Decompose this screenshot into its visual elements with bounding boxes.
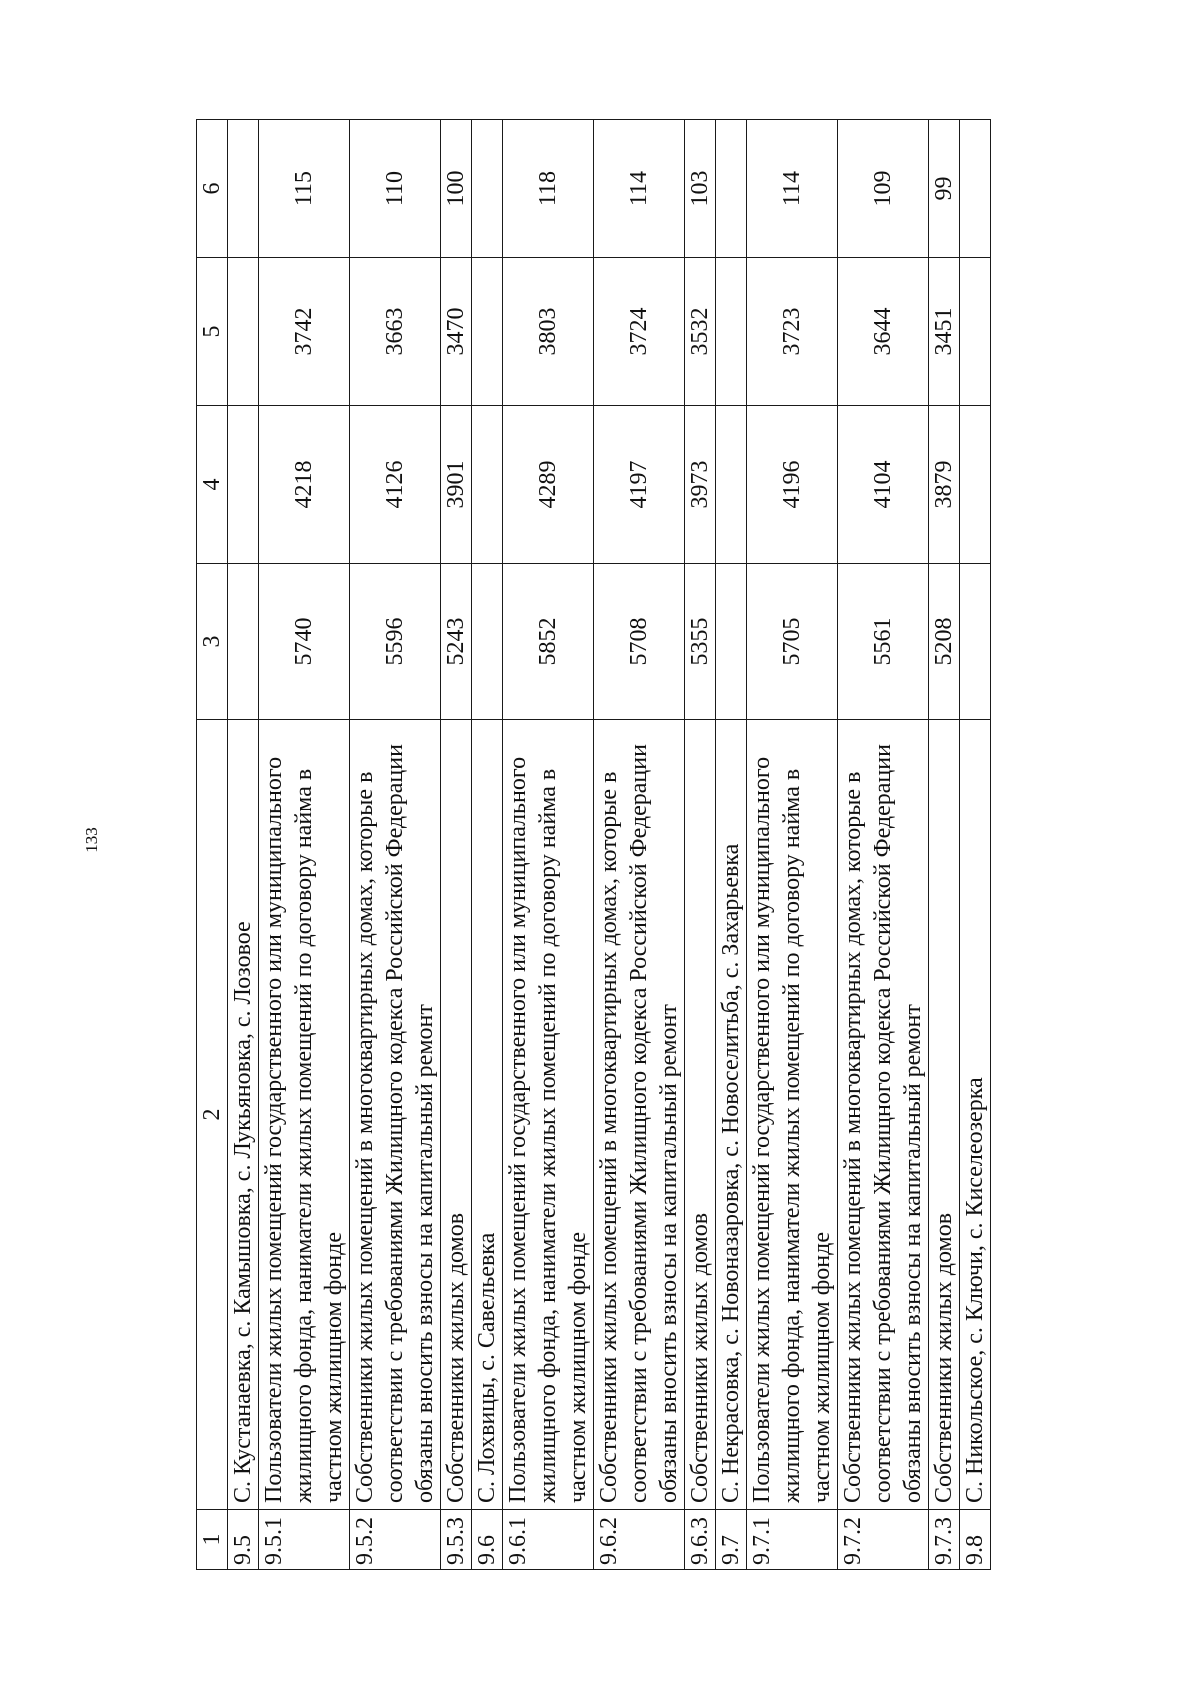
page-number: 133 <box>82 827 101 853</box>
row-code-cell: 9.5 <box>228 1510 259 1570</box>
value-cell-col5 <box>960 258 991 406</box>
value-cell-col3 <box>960 564 991 720</box>
value-cell-col4: 4196 <box>747 406 838 564</box>
value-cell-col3: 5596 <box>350 564 441 720</box>
value-cell-col6: 115 <box>259 120 350 258</box>
value-cell-col5: 3803 <box>503 258 594 406</box>
value-cell-col6: 109 <box>838 120 929 258</box>
value-cell-col6 <box>716 120 747 258</box>
header-cell: 1 <box>197 1510 228 1570</box>
header-cell: 5 <box>197 258 228 406</box>
value-cell-col5: 3663 <box>350 258 441 406</box>
table-row <box>228 120 259 1570</box>
value-cell-col5: 3724 <box>594 258 685 406</box>
value-cell-col6: 114 <box>594 120 685 258</box>
table-row <box>441 120 472 1570</box>
row-description-cell: С. Лохвицы, с. Савельевка <box>472 720 503 1510</box>
value-cell-col6 <box>472 120 503 258</box>
value-cell-col3: 5852 <box>503 564 594 720</box>
row-code-cell: 9.5.1 <box>259 1510 350 1570</box>
row-code-cell: 9.6 <box>472 1510 503 1570</box>
value-cell-col4: 4126 <box>350 406 441 564</box>
row-description-cell: Собственники жилых домов <box>929 720 960 1510</box>
value-cell-col3: 5561 <box>838 564 929 720</box>
row-code-cell: 9.6.2 <box>594 1510 685 1570</box>
row-description-cell: С. Никольское, с. Ключи, с. Киселеозерка <box>960 720 991 1510</box>
row-code-cell: 9.7.1 <box>747 1510 838 1570</box>
row-description-cell: Собственники жилых помещений в многоквартирных домах, которые в соответствии с требованиями Жилищного кодекса Российской Федерации обязаны вносить взносы на капитальный ремонт <box>350 720 441 1510</box>
value-cell-col6: 99 <box>929 120 960 258</box>
value-cell-col5: 3470 <box>441 258 472 406</box>
value-cell-col3: 5208 <box>929 564 960 720</box>
value-cell-col3: 5243 <box>441 564 472 720</box>
value-cell-col4 <box>960 406 991 564</box>
value-cell-col5: 3644 <box>838 258 929 406</box>
rotated-table-container <box>196 120 991 1570</box>
row-description-cell: Собственники жилых помещений в многоквартирных домах, которые в соответствии с требованиями Жилищного кодекса Российской Федерации обязаны вносить взносы на капитальный ремонт <box>838 720 929 1510</box>
row-description-cell: Пользователи жилых помещений государственного или муниципального жилищного фонда, наниматели жилых помещений по договору найма в частном жилищном фонде <box>747 720 838 1510</box>
value-cell-col4: 3901 <box>441 406 472 564</box>
value-cell-col3 <box>228 564 259 720</box>
value-cell-col3: 5708 <box>594 564 685 720</box>
row-description-cell: Собственники жилых домов <box>441 720 472 1510</box>
table-row <box>472 120 503 1570</box>
value-cell-col3 <box>472 564 503 720</box>
value-cell-col3 <box>716 564 747 720</box>
row-description-cell: Собственники жилых помещений в многоквартирных домах, которые в соответствии с требованиями Жилищного кодекса Российской Федерации обязаны вносить взносы на капитальный ремонт <box>594 720 685 1510</box>
value-cell-col4: 3879 <box>929 406 960 564</box>
row-code-cell: 9.6.3 <box>685 1510 716 1570</box>
row-description-cell: С. Некрасовка, с. Новоназаровка, с. Новоселитьба, с. Захарьевка <box>716 720 747 1510</box>
value-cell-col5 <box>228 258 259 406</box>
row-description-cell: Собственники жилых домов <box>685 720 716 1510</box>
value-cell-col6: 114 <box>747 120 838 258</box>
row-description-cell: Пользователи жилых помещений государственного или муниципального жилищного фонда, наниматели жилых помещений по договору найма в частном жилищном фонде <box>259 720 350 1510</box>
table-row <box>685 120 716 1570</box>
value-cell-col4 <box>472 406 503 564</box>
table-row <box>929 120 960 1570</box>
value-cell-col3: 5355 <box>685 564 716 720</box>
value-cell-col3: 5740 <box>259 564 350 720</box>
table-row <box>960 120 991 1570</box>
header-cell: 6 <box>197 120 228 258</box>
value-cell-col6: 100 <box>441 120 472 258</box>
table-row <box>503 120 594 1570</box>
value-cell-col4: 3973 <box>685 406 716 564</box>
row-code-cell: 9.5.3 <box>441 1510 472 1570</box>
row-code-cell: 9.5.2 <box>350 1510 441 1570</box>
value-cell-col6 <box>960 120 991 258</box>
table-row <box>594 120 685 1570</box>
value-cell-col5: 3723 <box>747 258 838 406</box>
value-cell-col5 <box>716 258 747 406</box>
row-code-cell: 9.7.2 <box>838 1510 929 1570</box>
header-row <box>197 120 228 1570</box>
value-cell-col6: 103 <box>685 120 716 258</box>
header-cell: 3 <box>197 564 228 720</box>
row-code-cell: 9.7.3 <box>929 1510 960 1570</box>
value-cell-col3: 5705 <box>747 564 838 720</box>
table-row <box>259 120 350 1570</box>
value-cell-col5: 3742 <box>259 258 350 406</box>
value-cell-col4 <box>716 406 747 564</box>
value-cell-col4: 4289 <box>503 406 594 564</box>
row-description-cell: С. Кустанаевка, с. Камышовка, с. Лукьяновка, с. Лозовое <box>228 720 259 1510</box>
header-cell: 4 <box>197 406 228 564</box>
table-row <box>716 120 747 1570</box>
value-cell-col5: 3451 <box>929 258 960 406</box>
header-cell: 2 <box>197 720 228 1510</box>
value-cell-col4: 4197 <box>594 406 685 564</box>
value-cell-col6 <box>228 120 259 258</box>
value-cell-col4: 4104 <box>838 406 929 564</box>
row-code-cell: 9.7 <box>716 1510 747 1570</box>
value-cell-col6: 110 <box>350 120 441 258</box>
tariff-table <box>196 119 991 1570</box>
row-description-cell: Пользователи жилых помещений государственного или муниципального жилищного фонда, наниматели жилых помещений по договору найма в частном жилищном фонде <box>503 720 594 1510</box>
table-row <box>350 120 441 1570</box>
row-code-cell: 9.8 <box>960 1510 991 1570</box>
row-code-cell: 9.6.1 <box>503 1510 594 1570</box>
value-cell-col5 <box>472 258 503 406</box>
value-cell-col6: 118 <box>503 120 594 258</box>
value-cell-col5: 3532 <box>685 258 716 406</box>
table-body <box>228 120 991 1570</box>
table-row <box>838 120 929 1570</box>
value-cell-col4: 4218 <box>259 406 350 564</box>
value-cell-col4 <box>228 406 259 564</box>
table-row <box>747 120 838 1570</box>
